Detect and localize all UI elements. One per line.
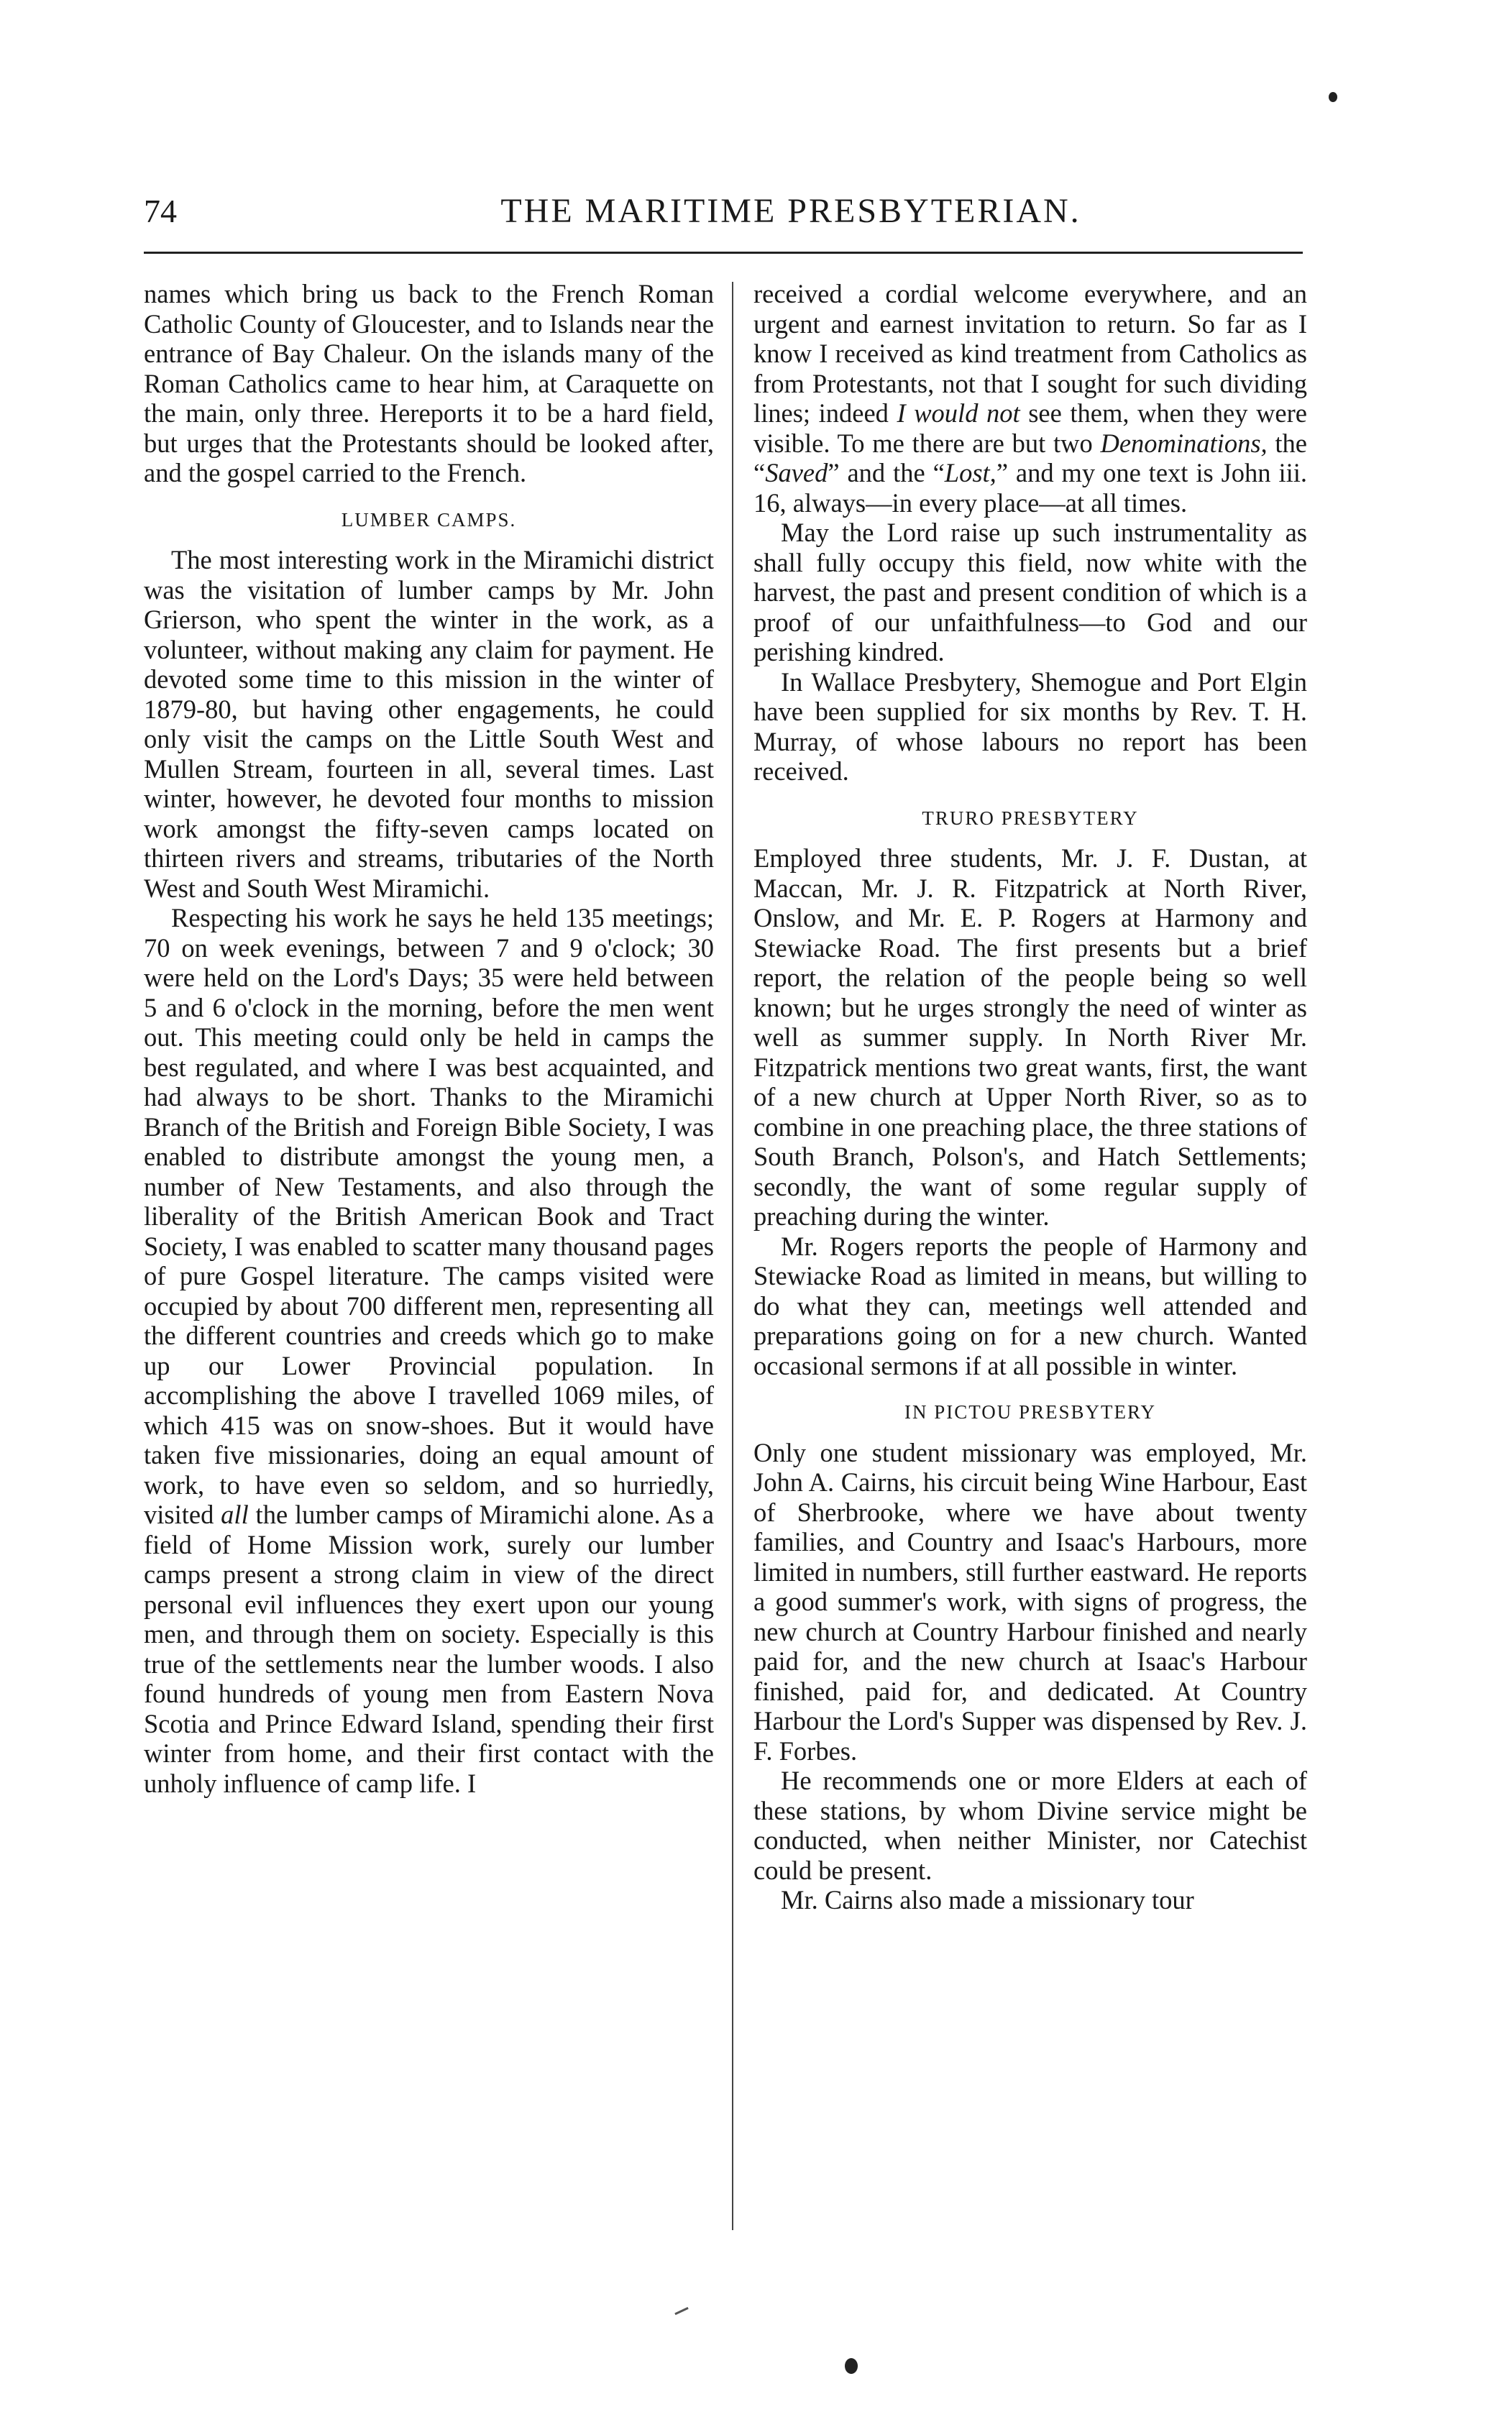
page-number: 74 (144, 193, 177, 229)
paragraph: The most interesting work in the Miramichi district was the visitation of lumber camps by Mr. John Grierson, who spent the winter in the work, as a volunteer, without making any claim for payment. He devoted some time to this mission in the winter of 1879-80, but having other engagements, he could only visit the camps on the Little South West and Mullen Stream, fourteen in all, several times. Last winter, however, he devoted four months to mission work amongst the fifty-seven camps located on thirteen rivers and streams, tributaries of the North West and South West Miramichi. (144, 545, 714, 903)
emphasis: Denominations, (1100, 428, 1268, 458)
section-heading-lumber-camps: LUMBER CAMPS. (341, 508, 517, 531)
ink-dot (1329, 92, 1337, 102)
ink-dot (845, 2358, 858, 2374)
paragraph: names which bring us back to the French Roman Catholic County of Gloucester, and to Islands near the entrance of Bay Chaleur. On the islands many of the Roman Catholics came to hear him, at Caraquette on the main, only three. Hereports it to be a hard field, but urges that the Protestants should be looked after, and the gospel carried to the French. (144, 279, 714, 487)
left-column (144, 279, 714, 1798)
paragraph (753, 279, 1307, 518)
paragraph: Only one student missionary was employed, Mr. John A. Cairns, his circuit being Wine Harbour, East of Sherbrooke, where we have about twenty families, and Country and Isaac's Harbours, more limited in numbers, still further eastward. He reports a good summer's work, with signs of progress, the new church at Country Harbour finished and nearly paid for, and the new church at Isaac's Harbour finished, paid for, and dedicated. At Country Harbour the Lord's Supper was dispensed by Rev. J. F. Forbes. (753, 1437, 1307, 1766)
section-heading-truro-presbytery: TRURO PRESBYTERY (922, 807, 1139, 829)
running-title: THE MARITIME PRESBYTERIAN. (500, 192, 1081, 230)
section-heading-pictou-presbytery: IN PICTOU PRESBYTERY (904, 1401, 1157, 1423)
text-run: see them, when they were visible. To me there are but two (753, 398, 1307, 458)
text-run: received a cordial welcome everywhere, and an urgent and earnest invitation to return. So far as I know I received as kind treatment from Catholics as from Protestants, not that I sought for such dividing lines; indeed (753, 279, 1307, 428)
emphasis: I would not (897, 398, 1020, 428)
text-run: the lumber camps of Miramichi alone. As a field of Home Mission work, surely our lumber camps present a strong claim in view of the direct personal evil influences they exert upon our young men, and through them on society. Especially is this true of the settlements near the lumber woods. I also found hundreds of young men from Eastern Nova Scotia and Prince Edward Island, spending their first winter from home, and their first contact with the unholy influence of camp life. I (144, 1500, 715, 1798)
right-column (753, 279, 1307, 1915)
column-divider (732, 282, 733, 2230)
paragraph: Mr. Cairns also made a missionary tour (781, 1885, 1194, 1915)
emphasis: Saved (765, 458, 828, 487)
text-run: ” and my one text is John iii. 16, always—in every place—at all times. (753, 458, 1307, 518)
paragraph: Employed three students, Mr. J. F. Dustan, at Maccan, Mr. J. R. Fitzpatrick at North River, Onslow, and Mr. E. P. Rogers at Harmony and Stewiacke Road. The first presents but a brief report, the relation of the people being so well known; but he urges strongly the need of winter as well as summer supply. In North River Mr. Fitzpatrick mentions two great wants, first, the want of a new church at Upper North River, so as to combine in one preaching place, the three stations of South Branch, Polson's, and Hatch Settlements; secondly, the want of some regular supply of preaching during the winter. (753, 843, 1307, 1231)
text-run: the “ (753, 428, 1307, 487)
page-header (144, 188, 1303, 239)
stray-mark (674, 2307, 688, 2315)
paragraph: In Wallace Presbytery, Shemogue and Port Elgin have been supplied for six months by Rev. T. H. Murray, of whose labours no report has been received. (753, 666, 1307, 786)
paragraph: May the Lord raise up such instrumentality as shall fully occupy this field, now white with the harvest, the past and present condition of which is a proof of our unfaithfulness—to God and our perishing kindred. (753, 518, 1307, 666)
paragraph (144, 903, 714, 1798)
text-run: Respecting his work he says he held 135 meetings; 70 on week evenings, between 7 and 9 o'clock; 30 were held on the Lord's Days; 35 were held between 5 and 6 o'clock in the morning, before the men went out. This meeting could only be held in camps the best regulated, and where I was best acquainted, and had always to be short. Thanks to the Miramichi Branch of the British and Foreign Bible Society, I was enabled to distribute amongst the young men, a number of New Testaments, and also through the liberality of the British American Book and Tract Society, I was enabled to scatter many thousand pages of pure Gospel literature. The camps visited were occupied by about 700 different men, representing all the different countries and creeds which go to make up our Lower Provincial population. In accomplishing the above I travelled 1069 miles, of which 415 was on snow-shoes. But it would have taken five missionaries, doing an equal amount of work, to have even so seldom, and so hurriedly, visited (144, 903, 714, 1529)
text-run: ” and the “ (828, 458, 945, 487)
emphasis: all (221, 1500, 249, 1529)
emphasis: Lost, (944, 458, 996, 487)
header-rule (144, 252, 1303, 254)
paragraph: He recommends one or more Elders at each of these stations, by whom Divine service might be conducted, when neither Minister, nor Catechist could be present. (753, 1766, 1307, 1885)
paragraph: Mr. Rogers reports the people of Harmony and Stewiacke Road as limited in means, but willing to do what they can, meetings well attended and preparations going on for a new church. Wanted occasional sermons if at all possible in winter. (753, 1231, 1307, 1380)
